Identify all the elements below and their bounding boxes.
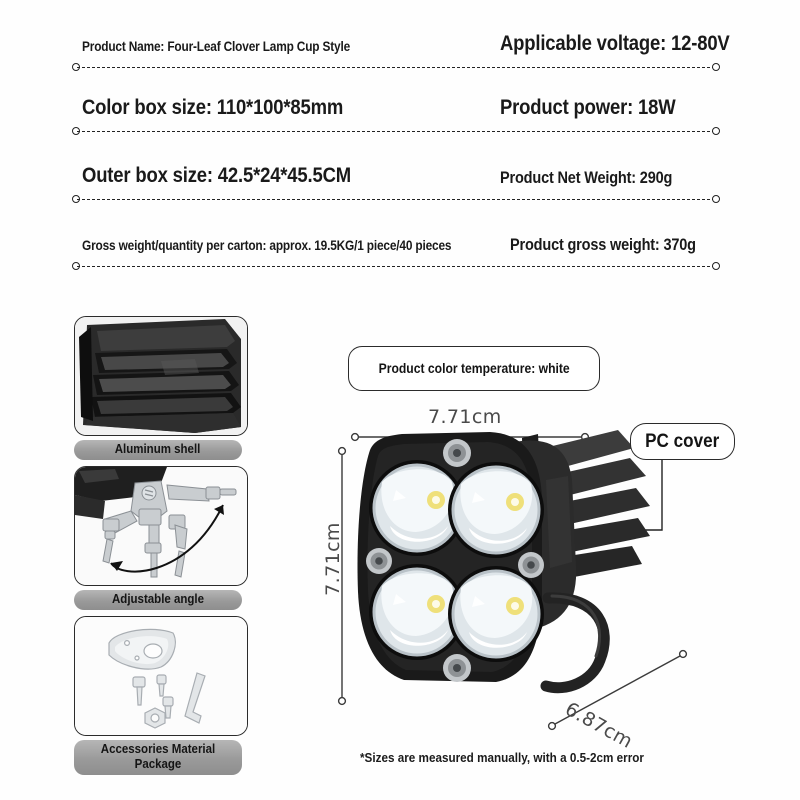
spec-divider bbox=[72, 126, 720, 138]
dimension-width-label: 7.71cm bbox=[428, 406, 502, 428]
dimension-depth-label: 6.87cm bbox=[561, 698, 637, 753]
spec-row bbox=[72, 32, 730, 74]
thumb-label-bar bbox=[74, 590, 242, 610]
thumb-image-frame bbox=[74, 316, 248, 436]
dimension-height-label: 7.71cm bbox=[321, 522, 344, 596]
divider-cap-right bbox=[712, 63, 720, 71]
spec-row bbox=[72, 236, 720, 273]
spec-divider bbox=[72, 261, 720, 273]
divider-dash bbox=[77, 266, 715, 267]
spec-cell-right bbox=[492, 32, 761, 56]
spec-outer-box-size: Outer box size: 42.5*24*45.5CM bbox=[82, 164, 351, 187]
spec-product-gross-weight: Product gross weight: 370g bbox=[509, 236, 696, 254]
spec-cell-left bbox=[72, 164, 492, 188]
pc-cover-text: PC cover bbox=[645, 430, 720, 452]
thumb-image-frame bbox=[74, 466, 248, 586]
divider-cap-right bbox=[712, 195, 720, 203]
spec-product-name: Product Name: Four-Leaf Clover Lamp Cup Style bbox=[82, 39, 351, 54]
measurement-disclaimer: *Sizes are measured manually, with a 0.5-2cm error bbox=[360, 750, 644, 765]
color-temperature-callout bbox=[348, 346, 600, 391]
divider-dash bbox=[77, 67, 715, 68]
spec-cell-right bbox=[492, 96, 720, 120]
thumb-label-text: Aluminum shell bbox=[115, 442, 201, 457]
spec-divider bbox=[72, 62, 720, 74]
spec-cell-right bbox=[502, 236, 721, 255]
spec-row bbox=[72, 96, 720, 138]
color-temperature-text: Product color temperature: white bbox=[378, 361, 570, 376]
mounting-hardware-kit-image bbox=[75, 617, 247, 735]
spec-cell-left bbox=[72, 96, 492, 120]
spec-color-box-size: Color box size: 110*100*85mm bbox=[82, 96, 344, 119]
divider-dash bbox=[77, 199, 715, 200]
thumb-image-frame bbox=[74, 616, 248, 736]
pc-cover-callout bbox=[630, 423, 735, 460]
thumb-label-text: Accessories Material Package bbox=[100, 742, 216, 772]
spec-divider bbox=[72, 194, 720, 206]
product-illustration-area bbox=[300, 330, 800, 800]
thumb-label-bar bbox=[74, 740, 242, 775]
divider-cap-right bbox=[712, 127, 720, 135]
spec-row bbox=[72, 164, 720, 206]
feature-thumb-accessories[interactable] bbox=[74, 616, 250, 775]
feature-thumb-aluminum-shell[interactable] bbox=[74, 316, 250, 460]
spec-net-weight: Product Net Weight: 290g bbox=[500, 169, 673, 187]
led-work-light-product-image bbox=[358, 430, 651, 688]
chrome-mount-bracket-rotation-image bbox=[75, 467, 247, 585]
spec-cell-left bbox=[72, 237, 502, 255]
specifications-table bbox=[72, 32, 730, 273]
spec-gross-weight-carton: Gross weight/quantity per carton: approx. 19.5KG/1 piece/40 pieces bbox=[82, 238, 452, 253]
product-vector-layer bbox=[300, 330, 800, 800]
feature-thumbnail-column bbox=[74, 316, 250, 781]
spec-cell-right bbox=[492, 169, 720, 188]
feature-thumb-adjustable-angle[interactable] bbox=[74, 466, 250, 610]
divider-dash bbox=[77, 131, 715, 132]
spec-cell-left bbox=[72, 38, 492, 56]
aluminum-heatsink-closeup-image bbox=[75, 317, 247, 435]
spec-applicable-voltage: Applicable voltage: 12-80V bbox=[500, 32, 730, 55]
divider-cap-right bbox=[712, 262, 720, 270]
thumb-label-text: Adjustable angle bbox=[111, 592, 205, 607]
thumb-label-bar bbox=[74, 440, 242, 460]
spec-product-power: Product power: 18W bbox=[500, 96, 676, 119]
